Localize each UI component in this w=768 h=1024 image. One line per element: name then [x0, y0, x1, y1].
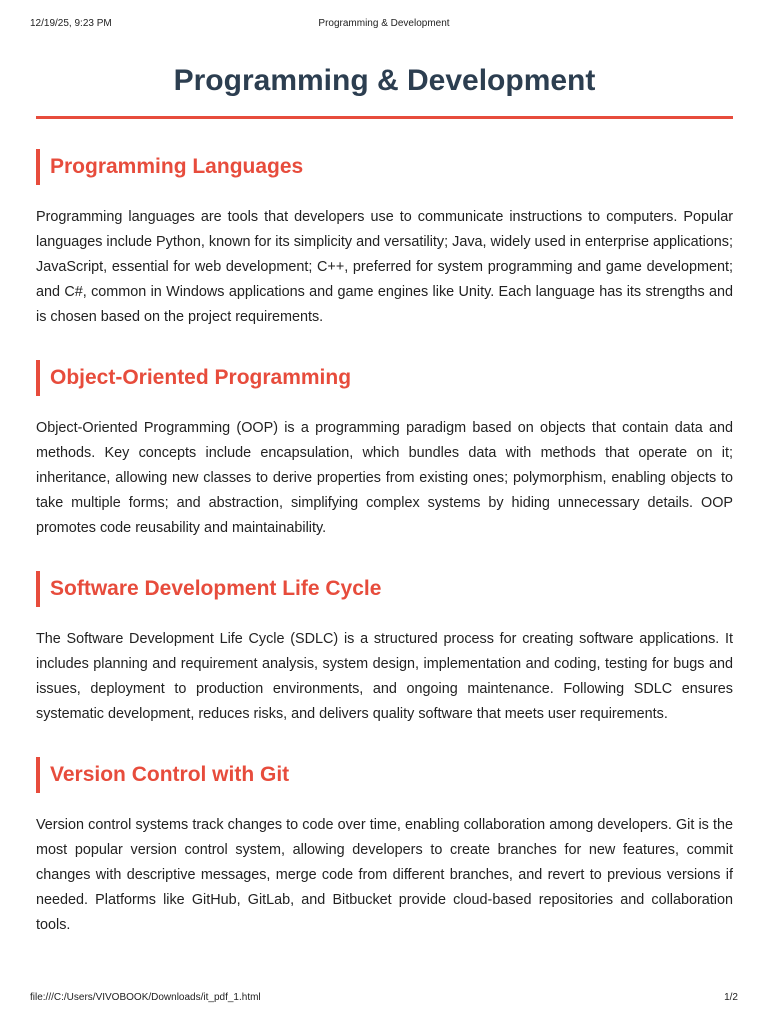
section-body: The Software Development Life Cycle (SDLC) is a structured process for creating software applications. It includes planning and requirement analysis, system design, implementation and coding, testing for bugs and issues, deployment to production environments, and ongoing maintenance. Following SDLC ensures systematic development, reduces risks, and delivers quality software that meets user requirements.	[36, 631, 733, 722]
print-datetime: 12/19/25, 9:23 PM	[30, 18, 112, 29]
section-body: Programming languages are tools that developers use to communicate instructions to computers. Popular languages include Python, known for its simplicity and versatility; Java, widely used in enterprise applications; JavaScript, essential for web development; C++, preferred for system programming and game development; and C#, common in Windows applications and game engines like Unity. Each language has its strengths and is chosen based on the project requirements.	[36, 209, 733, 325]
section-body: Object-Oriented Programming (OOP) is a programming paradigm based on objects that contain data and methods. Key concepts include encapsulation, which bundles data with methods that operate on it; inheritance, allowing new classes to derive properties from existing ones; polymorphism, enabling objects to take multiple forms; and abstraction, simplifying complex systems by hiding unnecessary details. OOP promotes code reusability and maintainability.	[36, 420, 733, 536]
section-software-development-life-cycle	[36, 571, 733, 727]
file-path: file:///C:/Users/VIVOBOOK/Downloads/it_pdf_1.html	[30, 992, 261, 1003]
print-header	[30, 18, 738, 34]
section-object-oriented-programming	[36, 360, 733, 541]
print-header-title: Programming & Development	[318, 18, 450, 29]
section-programming-languages	[36, 149, 733, 330]
document-content	[36, 58, 733, 938]
section-heading: Version Control with Git	[36, 757, 733, 793]
section-heading: Programming Languages	[36, 149, 733, 185]
section-body: Version control systems track changes to code over time, enabling collaboration among developers. Git is the most popular version control system, allowing developers to create branches for new features, commit changes with descriptive messages, merge code from different branches, and revert to previous versions if needed. Platforms like GitHub, GitLab, and Bitbucket provide cloud-based repositories and collaboration tools.	[36, 817, 733, 933]
page-number: 1/2	[724, 992, 738, 1003]
section-version-control-with-git	[36, 757, 733, 938]
print-footer	[30, 992, 738, 1008]
section-heading: Object-Oriented Programming	[36, 360, 733, 396]
page-title: Programming & Development	[36, 58, 733, 119]
section-heading: Software Development Life Cycle	[36, 571, 733, 607]
